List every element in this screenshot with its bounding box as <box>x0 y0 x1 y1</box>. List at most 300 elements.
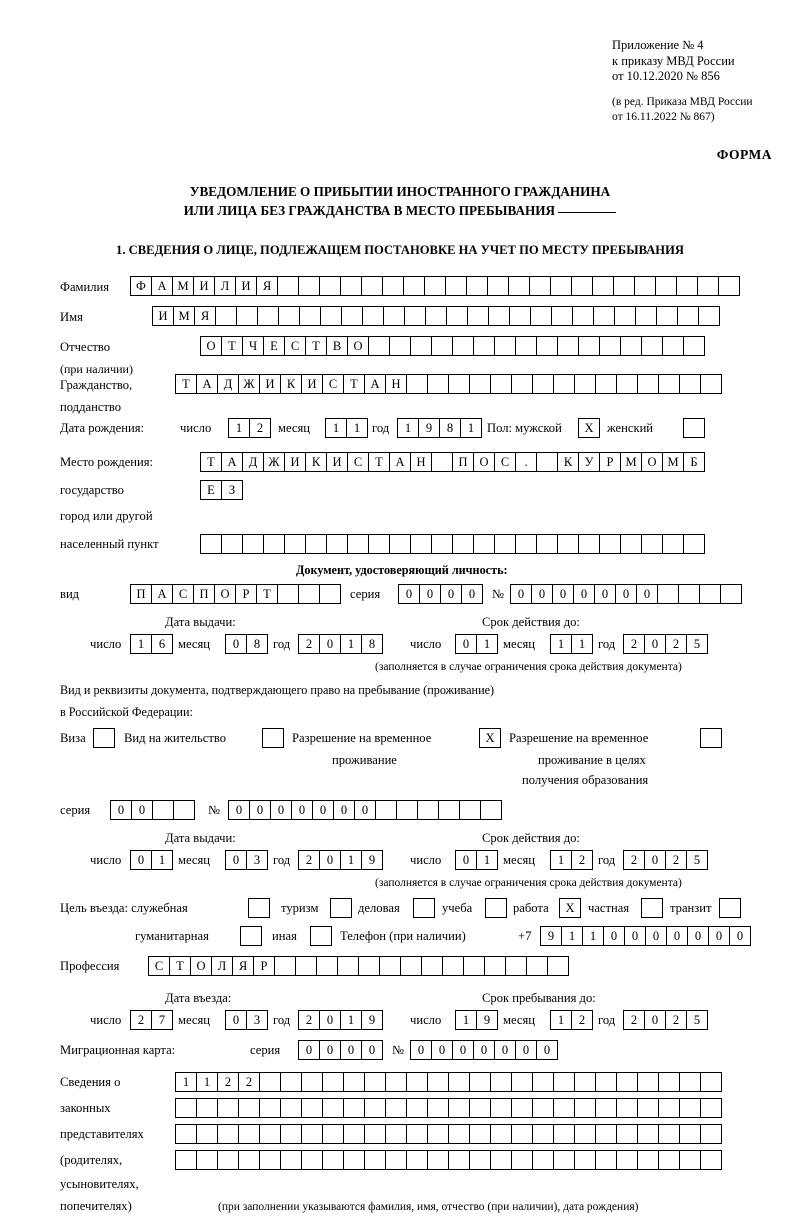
char-cell[interactable] <box>595 1098 617 1118</box>
char-cell[interactable] <box>240 926 262 946</box>
char-cell[interactable]: 1 <box>346 418 368 438</box>
char-cell[interactable] <box>557 336 579 356</box>
char-cell[interactable] <box>536 336 558 356</box>
char-cell[interactable] <box>278 306 300 326</box>
char-cell[interactable] <box>718 276 740 296</box>
char-cell[interactable] <box>511 1098 533 1118</box>
char-cell[interactable] <box>473 534 495 554</box>
char-cell[interactable]: С <box>172 584 194 604</box>
char-cell[interactable]: Т <box>305 336 327 356</box>
char-cell[interactable] <box>427 374 449 394</box>
char-cell[interactable] <box>551 306 573 326</box>
char-cell[interactable]: М <box>173 306 195 326</box>
migration-number-input[interactable] <box>410 1040 557 1060</box>
edu-residence-checkbox[interactable] <box>700 728 721 748</box>
char-cell[interactable]: Ф <box>130 276 152 296</box>
char-cell[interactable] <box>484 956 506 976</box>
char-cell[interactable] <box>295 956 317 976</box>
char-cell[interactable]: 0 <box>615 584 637 604</box>
profession-input[interactable] <box>148 956 568 976</box>
char-cell[interactable]: 2 <box>665 634 687 654</box>
char-cell[interactable]: 0 <box>225 1010 247 1030</box>
permit-valid-day-input[interactable] <box>455 850 497 870</box>
citizenship-input[interactable] <box>175 374 721 394</box>
char-cell[interactable] <box>679 1098 701 1118</box>
char-cell[interactable] <box>259 1150 281 1170</box>
char-cell[interactable] <box>658 1150 680 1170</box>
id-series-input[interactable] <box>398 584 482 604</box>
char-cell[interactable] <box>364 1150 386 1170</box>
char-cell[interactable]: 2 <box>249 418 271 438</box>
char-cell[interactable] <box>595 1150 617 1170</box>
char-cell[interactable]: 2 <box>623 1010 645 1030</box>
char-cell[interactable] <box>427 1072 449 1092</box>
char-cell[interactable]: А <box>364 374 386 394</box>
char-cell[interactable] <box>698 306 720 326</box>
char-cell[interactable]: 1 <box>130 634 152 654</box>
char-cell[interactable] <box>431 336 453 356</box>
char-cell[interactable]: А <box>389 452 411 472</box>
char-cell[interactable] <box>448 1124 470 1144</box>
char-cell[interactable] <box>427 1124 449 1144</box>
char-cell[interactable]: В <box>326 336 348 356</box>
char-cell[interactable] <box>637 1072 659 1092</box>
char-cell[interactable]: 1 <box>196 1072 218 1092</box>
char-cell[interactable]: 1 <box>550 850 572 870</box>
birth-day-input[interactable] <box>228 418 270 438</box>
purpose-transit-checkbox[interactable] <box>719 898 740 918</box>
permit-series-input[interactable] <box>110 800 194 820</box>
char-cell[interactable] <box>657 584 679 604</box>
permit-valid-year-input[interactable] <box>623 850 707 870</box>
char-cell[interactable] <box>700 1072 722 1092</box>
char-cell[interactable]: 0 <box>666 926 688 946</box>
char-cell[interactable] <box>505 956 527 976</box>
char-cell[interactable] <box>196 1150 218 1170</box>
char-cell[interactable] <box>379 956 401 976</box>
permit-valid-month-input[interactable] <box>550 850 592 870</box>
char-cell[interactable] <box>383 306 405 326</box>
char-cell[interactable]: 1 <box>228 418 250 438</box>
residence-permit-checkbox[interactable] <box>262 728 283 748</box>
char-cell[interactable]: И <box>193 276 215 296</box>
char-cell[interactable] <box>616 374 638 394</box>
char-cell[interactable] <box>406 374 428 394</box>
phone-input[interactable] <box>540 926 750 946</box>
char-cell[interactable] <box>532 1124 554 1144</box>
char-cell[interactable]: Д <box>242 452 264 472</box>
char-cell[interactable]: 0 <box>410 1040 432 1060</box>
char-cell[interactable] <box>536 452 558 472</box>
char-cell[interactable]: С <box>284 336 306 356</box>
purpose-study-checkbox[interactable] <box>485 898 506 918</box>
char-cell[interactable] <box>375 800 397 820</box>
char-cell[interactable] <box>217 1124 239 1144</box>
char-cell[interactable] <box>343 1072 365 1092</box>
char-cell[interactable] <box>490 1072 512 1092</box>
char-cell[interactable] <box>396 800 418 820</box>
char-cell[interactable] <box>385 1072 407 1092</box>
char-cell[interactable]: 8 <box>246 634 268 654</box>
char-cell[interactable] <box>406 1098 428 1118</box>
char-cell[interactable] <box>358 956 380 976</box>
char-cell[interactable] <box>389 534 411 554</box>
char-cell[interactable] <box>574 1098 596 1118</box>
char-cell[interactable] <box>469 1098 491 1118</box>
purpose-service-checkbox[interactable] <box>248 898 269 918</box>
char-cell[interactable]: 0 <box>455 634 477 654</box>
char-cell[interactable] <box>152 800 174 820</box>
char-cell[interactable] <box>655 276 677 296</box>
entry-year-input[interactable] <box>298 1010 382 1030</box>
char-cell[interactable]: А <box>221 452 243 472</box>
char-cell[interactable] <box>431 534 453 554</box>
char-cell[interactable] <box>679 1150 701 1170</box>
char-cell[interactable] <box>614 306 636 326</box>
char-cell[interactable]: О <box>200 336 222 356</box>
char-cell[interactable] <box>553 1072 575 1092</box>
char-cell[interactable]: 1 <box>340 634 362 654</box>
char-cell[interactable] <box>720 584 742 604</box>
char-cell[interactable]: 2 <box>665 850 687 870</box>
birth-place-input-line-2[interactable] <box>200 480 242 500</box>
char-cell[interactable]: Р <box>253 956 275 976</box>
char-cell[interactable] <box>466 276 488 296</box>
char-cell[interactable] <box>679 1072 701 1092</box>
char-cell[interactable] <box>343 1150 365 1170</box>
char-cell[interactable] <box>700 1124 722 1144</box>
char-cell[interactable]: 3 <box>246 850 268 870</box>
char-cell[interactable] <box>574 1124 596 1144</box>
char-cell[interactable] <box>438 800 460 820</box>
char-cell[interactable] <box>316 956 338 976</box>
char-cell[interactable] <box>424 276 446 296</box>
char-cell[interactable] <box>459 800 481 820</box>
char-cell[interactable]: 0 <box>729 926 751 946</box>
char-cell[interactable] <box>656 306 678 326</box>
char-cell[interactable] <box>236 306 258 326</box>
char-cell[interactable]: 7 <box>151 1010 173 1030</box>
char-cell[interactable] <box>616 1098 638 1118</box>
char-cell[interactable]: 0 <box>624 926 646 946</box>
char-cell[interactable] <box>593 306 615 326</box>
char-cell[interactable] <box>488 306 510 326</box>
char-cell[interactable] <box>410 534 432 554</box>
char-cell[interactable]: Л <box>211 956 233 976</box>
char-cell[interactable]: 6 <box>151 634 173 654</box>
char-cell[interactable] <box>616 1124 638 1144</box>
char-cell[interactable] <box>322 1072 344 1092</box>
char-cell[interactable] <box>277 276 299 296</box>
id-issue-year-input[interactable] <box>298 634 382 654</box>
char-cell[interactable] <box>421 956 443 976</box>
char-cell[interactable] <box>404 306 426 326</box>
char-cell[interactable]: Е <box>263 336 285 356</box>
char-cell[interactable] <box>368 336 390 356</box>
char-cell[interactable]: С <box>322 374 344 394</box>
char-cell[interactable]: Л <box>214 276 236 296</box>
birth-place-input-line-1[interactable] <box>200 452 704 472</box>
char-cell[interactable]: Т <box>368 452 390 472</box>
char-cell[interactable]: 0 <box>225 850 247 870</box>
char-cell[interactable]: X <box>559 898 581 918</box>
char-cell[interactable]: 0 <box>455 850 477 870</box>
char-cell[interactable] <box>467 306 489 326</box>
char-cell[interactable] <box>280 1150 302 1170</box>
char-cell[interactable] <box>616 1072 638 1092</box>
char-cell[interactable] <box>284 534 306 554</box>
char-cell[interactable] <box>448 1098 470 1118</box>
char-cell[interactable] <box>683 534 705 554</box>
char-cell[interactable]: М <box>662 452 684 472</box>
char-cell[interactable]: 1 <box>151 850 173 870</box>
char-cell[interactable] <box>431 452 453 472</box>
char-cell[interactable]: 2 <box>623 850 645 870</box>
char-cell[interactable] <box>530 306 552 326</box>
char-cell[interactable]: 0 <box>333 800 355 820</box>
char-cell[interactable] <box>301 1150 323 1170</box>
char-cell[interactable]: 0 <box>291 800 313 820</box>
char-cell[interactable]: 0 <box>552 584 574 604</box>
char-cell[interactable]: 0 <box>494 1040 516 1060</box>
char-cell[interactable] <box>242 534 264 554</box>
char-cell[interactable]: 0 <box>130 850 152 870</box>
char-cell[interactable] <box>341 306 363 326</box>
char-cell[interactable]: 2 <box>571 1010 593 1030</box>
char-cell[interactable]: 3 <box>246 1010 268 1030</box>
char-cell[interactable] <box>637 1150 659 1170</box>
char-cell[interactable] <box>620 534 642 554</box>
char-cell[interactable] <box>262 728 284 748</box>
char-cell[interactable]: 0 <box>228 800 250 820</box>
char-cell[interactable] <box>343 1124 365 1144</box>
char-cell[interactable]: 1 <box>571 634 593 654</box>
id-issue-month-input[interactable] <box>225 634 267 654</box>
id-valid-month-input[interactable] <box>550 634 592 654</box>
char-cell[interactable] <box>361 276 383 296</box>
char-cell[interactable] <box>337 956 359 976</box>
char-cell[interactable] <box>257 306 279 326</box>
char-cell[interactable] <box>200 534 222 554</box>
char-cell[interactable]: 1 <box>550 634 572 654</box>
char-cell[interactable]: И <box>235 276 257 296</box>
char-cell[interactable] <box>403 276 425 296</box>
char-cell[interactable] <box>511 1124 533 1144</box>
char-cell[interactable] <box>595 1124 617 1144</box>
char-cell[interactable]: 1 <box>561 926 583 946</box>
char-cell[interactable]: Т <box>175 374 197 394</box>
permit-issue-year-input[interactable] <box>298 850 382 870</box>
char-cell[interactable] <box>175 1124 197 1144</box>
char-cell[interactable] <box>330 898 352 918</box>
char-cell[interactable] <box>410 336 432 356</box>
char-cell[interactable]: Б <box>683 452 705 472</box>
char-cell[interactable] <box>382 276 404 296</box>
char-cell[interactable] <box>385 1150 407 1170</box>
char-cell[interactable]: 2 <box>623 634 645 654</box>
char-cell[interactable]: 2 <box>298 634 320 654</box>
char-cell[interactable]: 0 <box>319 850 341 870</box>
char-cell[interactable] <box>238 1150 260 1170</box>
char-cell[interactable] <box>274 956 296 976</box>
char-cell[interactable]: 5 <box>686 1010 708 1030</box>
permit-number-input[interactable] <box>228 800 501 820</box>
char-cell[interactable] <box>322 1150 344 1170</box>
char-cell[interactable] <box>427 1098 449 1118</box>
char-cell[interactable]: К <box>280 374 302 394</box>
char-cell[interactable] <box>406 1150 428 1170</box>
char-cell[interactable] <box>662 336 684 356</box>
char-cell[interactable] <box>217 1098 239 1118</box>
char-cell[interactable] <box>364 1072 386 1092</box>
char-cell[interactable] <box>677 306 699 326</box>
char-cell[interactable] <box>215 306 237 326</box>
char-cell[interactable]: О <box>190 956 212 976</box>
char-cell[interactable] <box>641 898 663 918</box>
stay-day-input[interactable] <box>455 1010 497 1030</box>
char-cell[interactable]: 1 <box>476 850 498 870</box>
char-cell[interactable]: П <box>452 452 474 472</box>
char-cell[interactable]: 1 <box>340 850 362 870</box>
char-cell[interactable]: 0 <box>687 926 709 946</box>
char-cell[interactable]: 1 <box>460 418 482 438</box>
char-cell[interactable]: 8 <box>361 634 383 654</box>
char-cell[interactable] <box>515 336 537 356</box>
char-cell[interactable] <box>553 374 575 394</box>
char-cell[interactable] <box>641 336 663 356</box>
char-cell[interactable] <box>238 1098 260 1118</box>
char-cell[interactable] <box>446 306 468 326</box>
patronymic-input[interactable] <box>200 336 704 356</box>
char-cell[interactable]: 0 <box>708 926 730 946</box>
char-cell[interactable]: 1 <box>397 418 419 438</box>
char-cell[interactable]: 2 <box>130 1010 152 1030</box>
char-cell[interactable] <box>529 276 551 296</box>
char-cell[interactable] <box>442 956 464 976</box>
char-cell[interactable] <box>634 276 656 296</box>
legal-rep-input-line-4[interactable] <box>175 1150 721 1170</box>
char-cell[interactable]: 9 <box>361 850 383 870</box>
char-cell[interactable]: 2 <box>238 1072 260 1092</box>
char-cell[interactable] <box>277 584 299 604</box>
char-cell[interactable]: 9 <box>418 418 440 438</box>
char-cell[interactable] <box>658 1072 680 1092</box>
char-cell[interactable] <box>719 898 741 918</box>
purpose-other-checkbox[interactable] <box>310 926 331 946</box>
char-cell[interactable]: 1 <box>582 926 604 946</box>
char-cell[interactable]: И <box>284 452 306 472</box>
char-cell[interactable] <box>700 1098 722 1118</box>
char-cell[interactable]: Ч <box>242 336 264 356</box>
char-cell[interactable]: М <box>172 276 194 296</box>
char-cell[interactable] <box>700 728 722 748</box>
char-cell[interactable] <box>305 534 327 554</box>
char-cell[interactable] <box>532 1098 554 1118</box>
sex-female-checkbox[interactable] <box>683 418 704 438</box>
char-cell[interactable]: 0 <box>270 800 292 820</box>
char-cell[interactable]: 0 <box>452 1040 474 1060</box>
char-cell[interactable]: С <box>347 452 369 472</box>
char-cell[interactable] <box>280 1124 302 1144</box>
char-cell[interactable]: 0 <box>361 1040 383 1060</box>
char-cell[interactable]: 0 <box>319 634 341 654</box>
char-cell[interactable] <box>571 276 593 296</box>
char-cell[interactable] <box>599 336 621 356</box>
char-cell[interactable]: 1 <box>455 1010 477 1030</box>
legal-rep-input-line-2[interactable] <box>175 1098 721 1118</box>
legal-rep-input-line-3[interactable] <box>175 1124 721 1144</box>
id-kind-input[interactable] <box>130 584 340 604</box>
char-cell[interactable]: 0 <box>531 584 553 604</box>
char-cell[interactable] <box>221 534 243 554</box>
char-cell[interactable]: И <box>259 374 281 394</box>
char-cell[interactable] <box>508 276 530 296</box>
char-cell[interactable]: Н <box>410 452 432 472</box>
char-cell[interactable] <box>452 336 474 356</box>
char-cell[interactable]: Т <box>221 336 243 356</box>
char-cell[interactable] <box>662 534 684 554</box>
char-cell[interactable] <box>463 956 485 976</box>
char-cell[interactable]: Е <box>200 480 222 500</box>
char-cell[interactable] <box>362 306 384 326</box>
surname-input[interactable] <box>130 276 739 296</box>
char-cell[interactable]: С <box>494 452 516 472</box>
char-cell[interactable] <box>469 374 491 394</box>
char-cell[interactable] <box>679 1124 701 1144</box>
char-cell[interactable] <box>238 1124 260 1144</box>
char-cell[interactable] <box>699 584 721 604</box>
char-cell[interactable]: 0 <box>440 584 462 604</box>
char-cell[interactable] <box>326 534 348 554</box>
char-cell[interactable] <box>259 1072 281 1092</box>
char-cell[interactable] <box>299 306 321 326</box>
char-cell[interactable] <box>676 276 698 296</box>
char-cell[interactable] <box>578 534 600 554</box>
char-cell[interactable]: 0 <box>298 1040 320 1060</box>
char-cell[interactable]: 0 <box>644 1010 666 1030</box>
char-cell[interactable]: 0 <box>319 1010 341 1030</box>
char-cell[interactable]: 0 <box>536 1040 558 1060</box>
char-cell[interactable] <box>550 276 572 296</box>
char-cell[interactable] <box>445 276 467 296</box>
char-cell[interactable]: 0 <box>354 800 376 820</box>
char-cell[interactable] <box>678 584 700 604</box>
char-cell[interactable] <box>526 956 548 976</box>
char-cell[interactable]: Н <box>385 374 407 394</box>
char-cell[interactable] <box>637 1124 659 1144</box>
char-cell[interactable]: 0 <box>636 584 658 604</box>
char-cell[interactable] <box>298 276 320 296</box>
birth-month-input[interactable] <box>325 418 367 438</box>
char-cell[interactable] <box>385 1124 407 1144</box>
char-cell[interactable]: 0 <box>312 800 334 820</box>
char-cell[interactable]: 0 <box>645 926 667 946</box>
char-cell[interactable]: 0 <box>603 926 625 946</box>
char-cell[interactable] <box>364 1124 386 1144</box>
char-cell[interactable]: 9 <box>361 1010 383 1030</box>
char-cell[interactable]: Р <box>235 584 257 604</box>
char-cell[interactable]: Т <box>343 374 365 394</box>
char-cell[interactable] <box>511 1072 533 1092</box>
char-cell[interactable] <box>280 1098 302 1118</box>
char-cell[interactable]: 0 <box>110 800 132 820</box>
char-cell[interactable] <box>683 418 705 438</box>
char-cell[interactable]: 0 <box>594 584 616 604</box>
purpose-work-checkbox[interactable] <box>559 898 580 918</box>
char-cell[interactable] <box>490 1098 512 1118</box>
purpose-private-checkbox[interactable] <box>641 898 662 918</box>
char-cell[interactable] <box>389 336 411 356</box>
